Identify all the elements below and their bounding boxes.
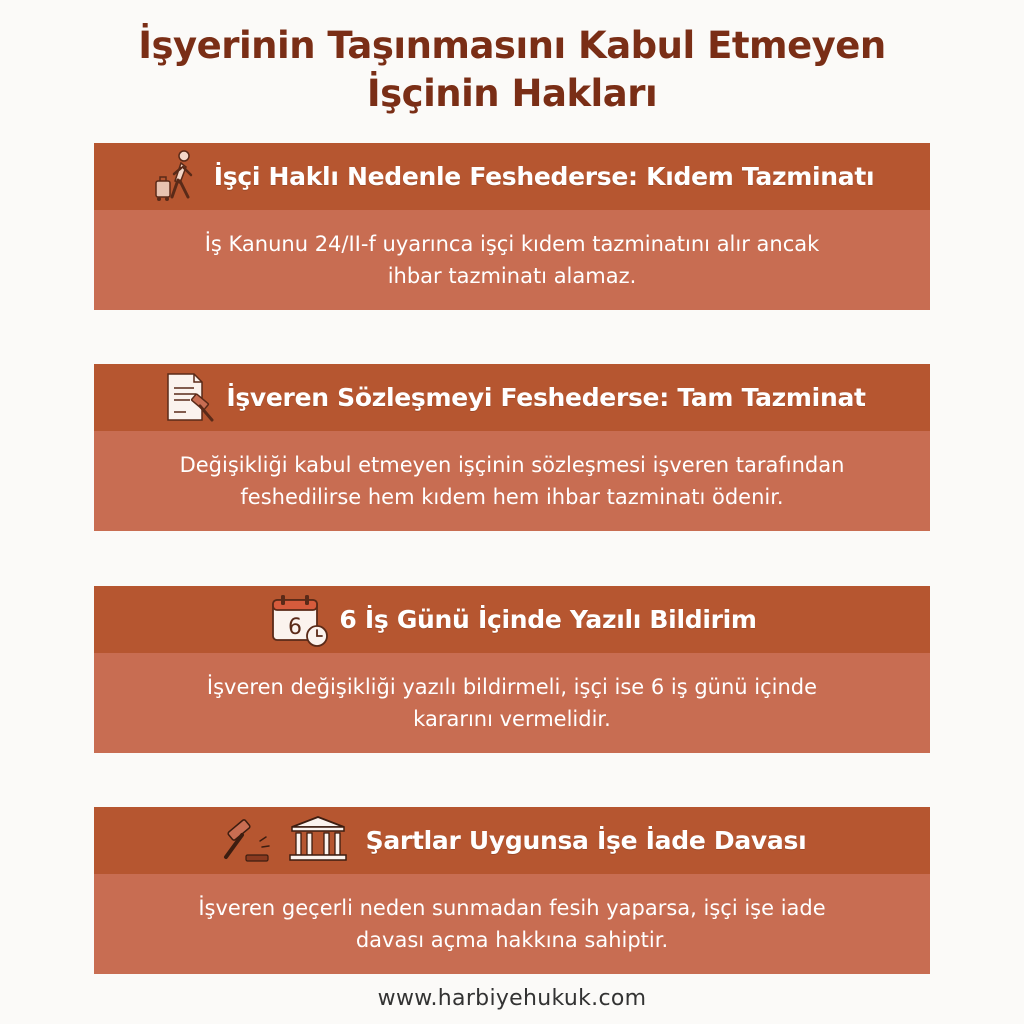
gavel-courthouse-icon (218, 811, 358, 871)
card-body-line-2: feshedilirse hem kıdem hem ihbar tazminatı ödenir. (240, 485, 784, 509)
website-link[interactable]: www.harbiyehukuk.com (377, 986, 647, 1011)
card-heading: İşçi Haklı Nedenle Feshederse: Kıdem Tazminatı (213, 162, 875, 191)
title-line-2: İşçinin Hakları (366, 72, 658, 115)
card-heading: İşveren Sözleşmeyi Feshederse: Tam Tazminat (226, 383, 866, 412)
title-line-1: İşyerinin Taşınmasını Kabul Etmeyen (138, 24, 886, 67)
card-severance-pay (94, 143, 930, 310)
card-body (94, 874, 930, 974)
card-body-line-1: Değişikliği kabul etmeyen işçinin sözleşmesi işveren tarafından (179, 453, 845, 477)
calendar-number: 6 (288, 614, 303, 640)
card-body-line-1: İşveren geçerli neden sunmadan fesih yaparsa, işçi işe iade (198, 896, 826, 920)
card-written-notice (94, 586, 930, 753)
card-heading: 6 İş Günü İçinde Yazılı Bildirim (339, 605, 757, 634)
card-header (94, 364, 930, 431)
walking-person-luggage-icon (150, 147, 206, 207)
calendar-clock-icon (267, 590, 331, 650)
card-body-line-1: İşveren değişikliği yazılı bildirmeli, işçi ise 6 iş günü içinde (206, 675, 818, 699)
page-title (0, 22, 1024, 118)
card-body-line-2: kararını vermelidir. (413, 707, 611, 731)
card-reinstatement-lawsuit (94, 807, 930, 974)
card-header (94, 807, 930, 874)
card-body-line-2: davası açma hakkına sahiptir. (355, 928, 669, 952)
card-body (94, 431, 930, 531)
card-heading: Şartlar Uygunsa İşe İade Davası (365, 826, 807, 855)
card-body-line-2: ihbar tazminatı alamaz. (387, 264, 637, 288)
card-header (94, 586, 930, 653)
card-body (94, 210, 930, 310)
card-body (94, 653, 930, 753)
card-full-compensation (94, 364, 930, 531)
card-body-line-1: İş Kanunu 24/II-f uyarınca işçi kıdem tazminatını alır ancak (204, 232, 820, 256)
contract-gavel-icon (158, 368, 218, 428)
card-header (94, 143, 930, 210)
